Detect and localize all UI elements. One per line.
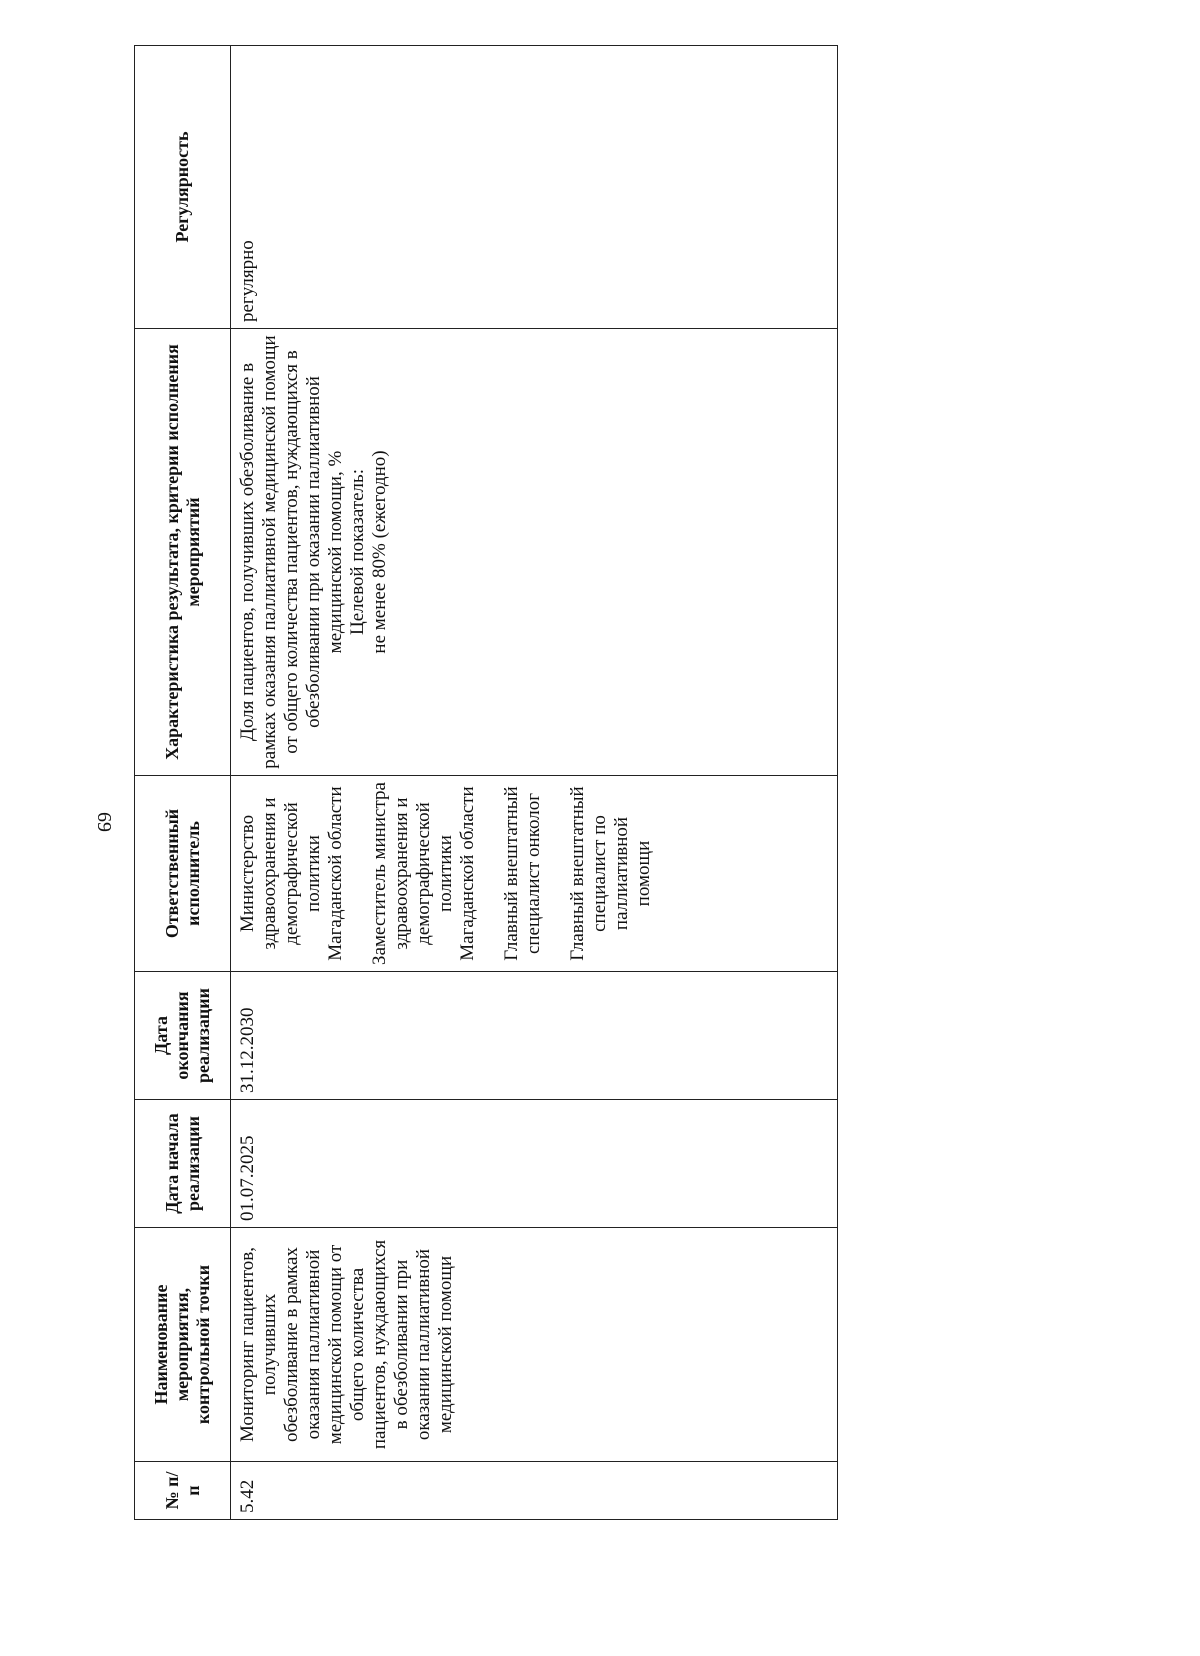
cell-number: 5.42	[231, 1462, 838, 1520]
responsible-deputy-minister: Заместитель министра здравоохранения и демографической политики Магаданской области	[369, 782, 478, 965]
rotated-table-container	[134, 46, 838, 1520]
result-target-value: не менее 80% (ежегодно)	[369, 450, 390, 654]
header-end-date: Дата окончания реализации	[135, 972, 231, 1100]
header-result: Характеристика результата, критерии исполнения мероприятий	[135, 329, 231, 776]
result-description: Доля пациентов, получивших обезболивание в рамках оказания паллиативной медицинской помощи от общего количества пациентов, нуждающихся в обезболивании при оказании паллиативной медицинской помощи, %	[237, 335, 346, 769]
result-target-label: Целевой показатель:	[347, 469, 368, 635]
cell-start-date: 01.07.2025	[231, 1100, 838, 1228]
cell-end-date: 31.12.2030	[231, 972, 838, 1100]
responsible-chief-oncologist: Главный внештатный специалист онколог	[501, 786, 544, 961]
cell-result	[231, 329, 838, 776]
header-responsible: Ответственный исполнитель	[135, 776, 231, 972]
header-number: № п/п	[135, 1462, 231, 1520]
page-number: 69	[93, 812, 115, 832]
responsible-chief-palliative: Главный внештатный специалист по паллиативной помощи	[567, 786, 654, 961]
header-regularity: Регулярность	[135, 46, 231, 329]
header-start-date: Дата начала реализации	[135, 1100, 231, 1228]
table-header-row	[135, 46, 231, 1520]
header-name: Наименование мероприятия, контрольной точки	[135, 1228, 231, 1462]
table-row	[231, 46, 838, 1520]
cell-responsible	[231, 776, 838, 972]
measures-table	[134, 45, 838, 1520]
cell-regularity: регулярно	[231, 46, 838, 329]
cell-name: Мониторинг пациентов, получивших обезболивание в рамках оказания паллиативной медицинской помощи от общего количества пациентов, нуждающихся в обезболивании при оказании паллиативной медицинской помощи	[231, 1228, 838, 1462]
responsible-ministry: Министерство здравоохранения и демографической политики Магаданской области	[237, 786, 346, 961]
